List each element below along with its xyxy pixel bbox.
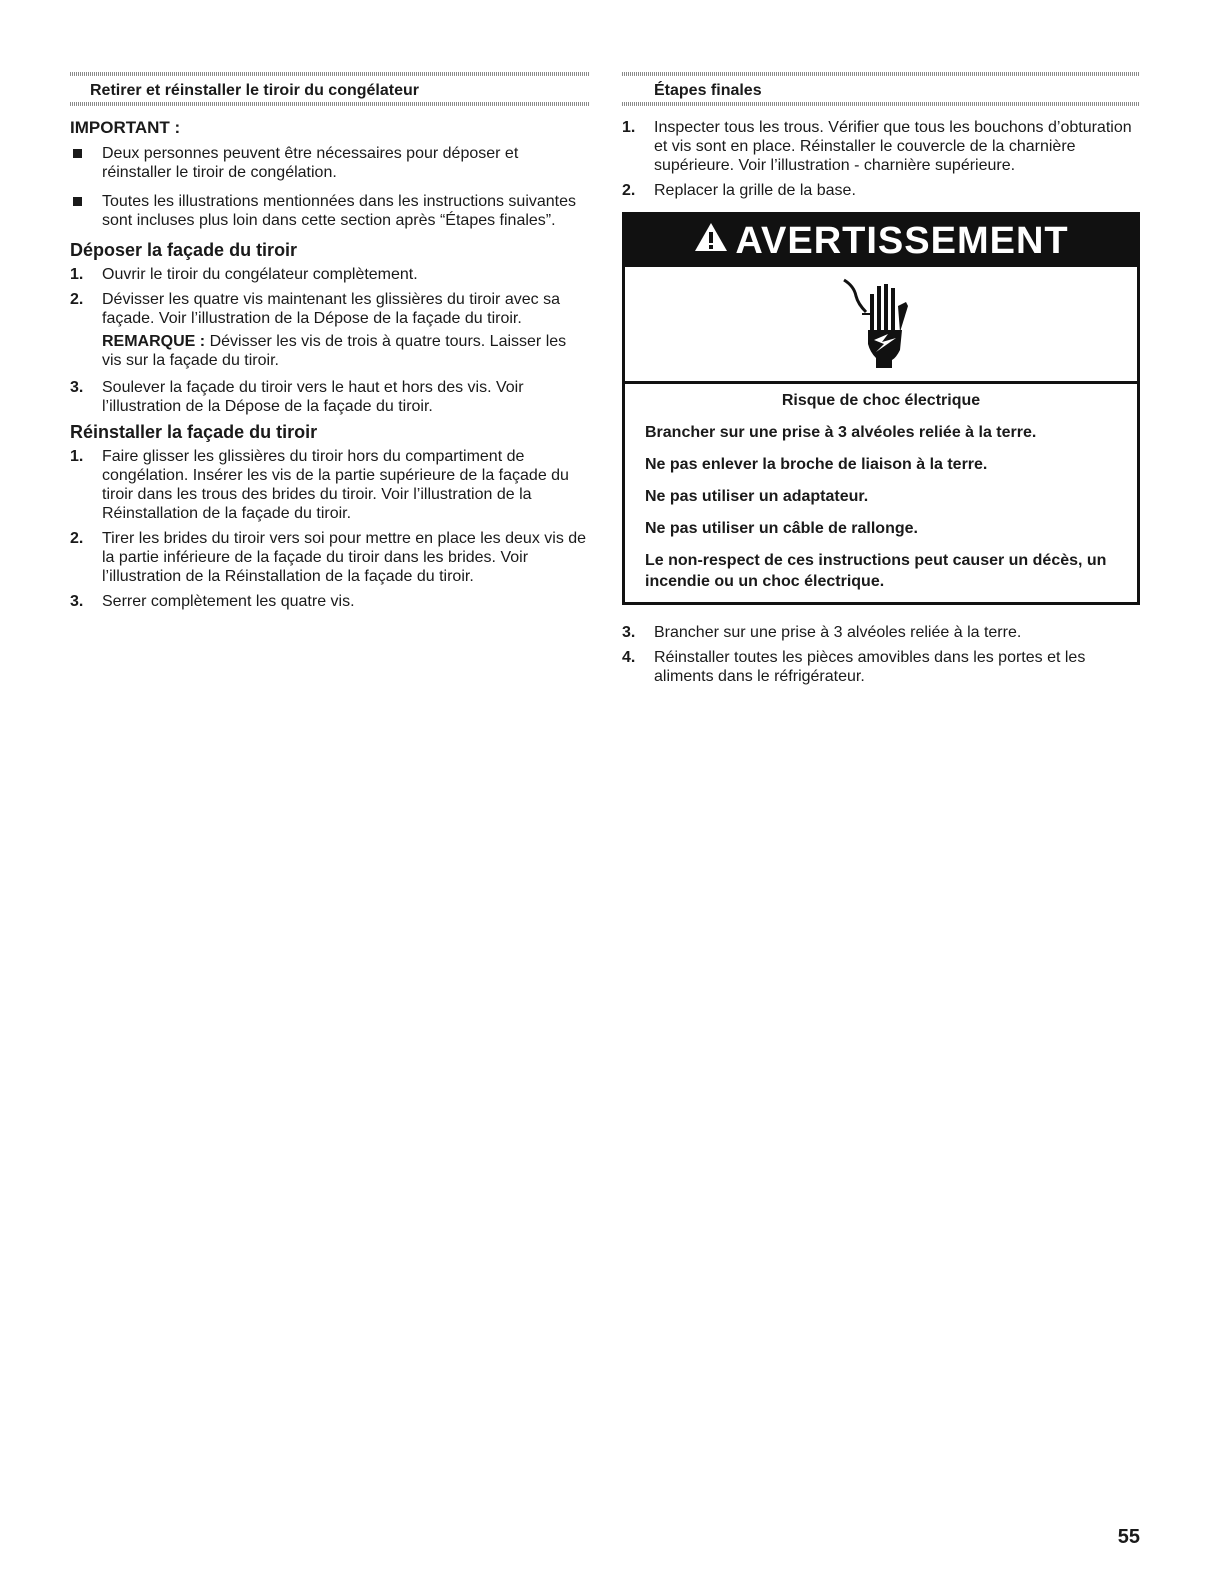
- step-item: 2. Dévisser les quatre vis maintenant les glissières du tiroir avec sa façade. Voir l’illustration de la Dépose de la façade du tiroir.: [70, 291, 560, 327]
- electric-shock-hand-icon: [836, 274, 926, 375]
- remove-steps: [70, 265, 590, 328]
- left-column: [70, 72, 590, 617]
- square-bullet-icon: [73, 149, 82, 158]
- list-item: Deux personnes peuvent être nécessaires pour déposer et réinstaller le tiroir de congélation.: [70, 144, 590, 182]
- warning-box: [622, 212, 1140, 605]
- step-item: 1. Ouvrir le tiroir du congélateur complètement.: [70, 266, 418, 283]
- warning-line: Le non-respect de ces instructions peut causer un décès, un incendie ou un choc électrique.: [645, 552, 1107, 590]
- step-item: 1. Inspecter tous les trous. Vérifier que tous les bouchons d’obturation et vis sont en place. Réinstaller le couvercle de la charnière supérieure. Voir l’illustration - charnière supérieure.: [622, 119, 1132, 174]
- section-header-remove-reinstall: [70, 72, 590, 106]
- important-label: IMPORTANT :: [70, 118, 181, 137]
- subheading-remove: Déposer la façade du tiroir: [70, 240, 298, 260]
- warning-line: Ne pas utiliser un câble de rallonge.: [645, 520, 918, 537]
- warning-risk: Risque de choc électrique: [781, 392, 981, 409]
- warning-header: [625, 215, 1137, 267]
- warning-line: Ne pas enlever la broche de liaison à la terre.: [645, 456, 988, 473]
- subheading-reinstall: Réinstaller la façade du tiroir: [70, 422, 318, 442]
- remove-steps-continued: [70, 378, 590, 416]
- remark-note: [70, 332, 590, 370]
- final-steps: [622, 118, 1140, 200]
- section-title: Retirer et réinstaller le tiroir du congélateur: [90, 82, 419, 99]
- warning-text: [625, 384, 1137, 602]
- remark-label: REMARQUE :: [102, 333, 206, 350]
- step-item: 3. Serrer complètement les quatre vis.: [70, 593, 355, 610]
- remark-text: Dévisser les vis de trois à quatre tours. Laisser les vis sur la façade du tiroir.: [102, 333, 567, 369]
- reinstall-steps: [70, 447, 590, 611]
- warning-triangle-icon: [693, 220, 729, 263]
- list-item: Toutes les illustrations mentionnées dans les instructions suivantes sont incluses plus loin dans cette section après “Étapes finales”.: [70, 192, 590, 230]
- warning-title: AVERTISSEMENT: [735, 219, 1069, 262]
- section-title: Étapes finales: [654, 82, 762, 99]
- important-list: [70, 144, 590, 230]
- step-item: 1. Faire glisser les glissières du tiroir hors du compartiment de congélation. Insérer les vis de la partie supérieure de la façade du tiroir dans les trous des brides du tiroir. Voir l’illustration de la Réinstallation de la façade du tiroir.: [70, 448, 569, 522]
- square-bullet-icon: [73, 197, 82, 206]
- warning-line: Ne pas utiliser un adaptateur.: [645, 488, 869, 505]
- final-steps-continued: [622, 623, 1140, 686]
- step-item: 3. Soulever la façade du tiroir vers le haut et hors des vis. Voir l’illustration de la Dépose de la façade du tiroir.: [70, 379, 524, 415]
- right-column: [622, 72, 1140, 692]
- step-item: 2. Tirer les brides du tiroir vers soi pour mettre en place les deux vis de la partie inférieure de la façade du tiroir dans les brides. Voir l’illustration de la Réinstallation de la façade du tiroir.: [70, 530, 587, 585]
- section-header-final-steps: [622, 72, 1140, 106]
- step-item: 3. Brancher sur une prise à 3 alvéoles reliée à la terre.: [622, 624, 1022, 641]
- warning-illustration: [625, 267, 1137, 384]
- warning-line: Brancher sur une prise à 3 alvéoles reliée à la terre.: [645, 424, 1037, 441]
- page-number: 55: [1117, 1526, 1140, 1548]
- step-item: 4. Réinstaller toutes les pièces amovibles dans les portes et les aliments dans le réfrigérateur.: [622, 649, 1086, 685]
- step-item: 2. Replacer la grille de la base.: [622, 182, 856, 199]
